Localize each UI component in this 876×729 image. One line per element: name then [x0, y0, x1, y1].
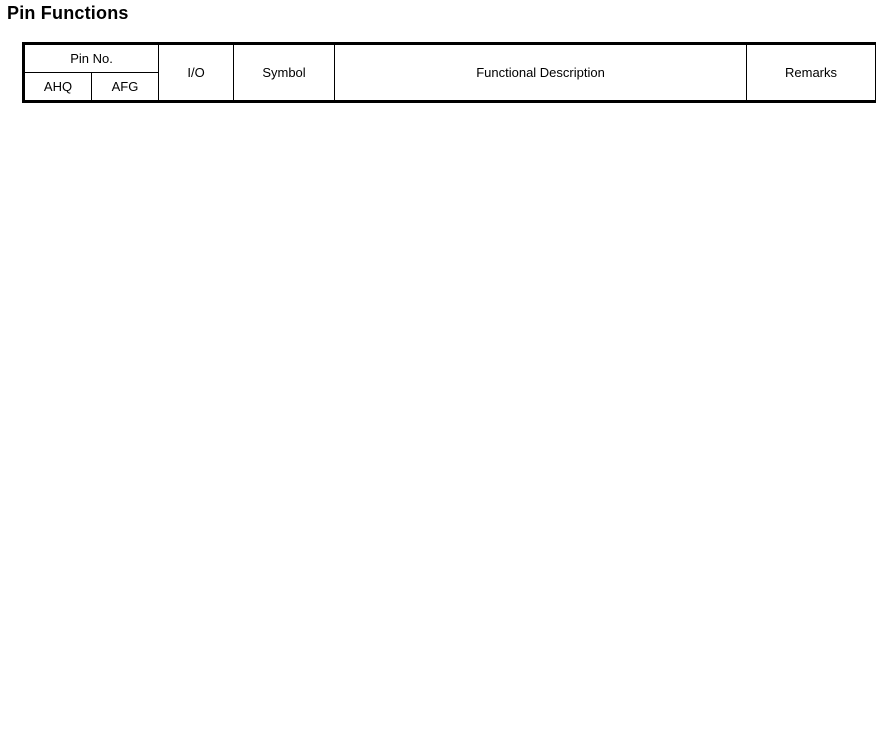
header-row-top	[24, 44, 876, 73]
header-ahq: AHQ	[24, 73, 92, 102]
header-pin-no: Pin No.	[24, 44, 159, 73]
header-symbol: Symbol	[234, 44, 335, 102]
header-afg: AFG	[92, 73, 159, 102]
table-header	[24, 44, 876, 102]
header-functional-description: Functional Description	[335, 44, 747, 102]
page-title: Pin Functions	[7, 3, 129, 23]
header-remarks: Remarks	[747, 44, 876, 102]
pin-functions-table	[22, 42, 876, 103]
header-io: I/O	[159, 44, 234, 102]
